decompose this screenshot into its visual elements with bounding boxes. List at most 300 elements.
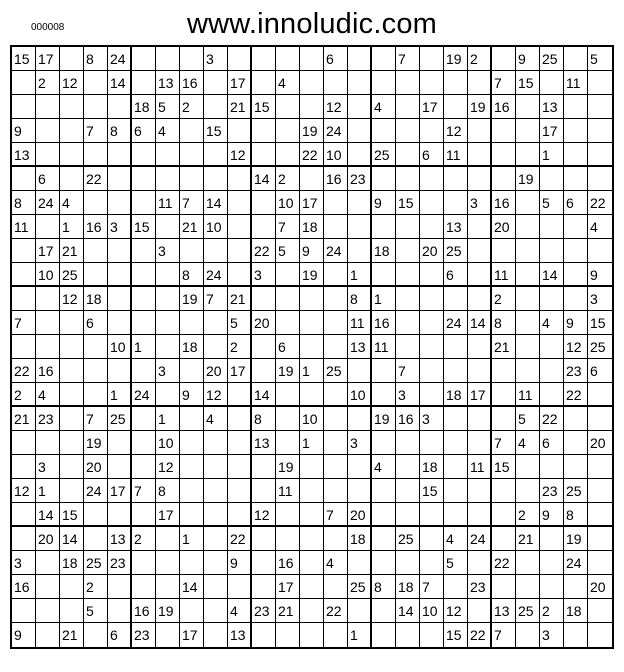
grid-cell[interactable] (540, 71, 564, 95)
grid-cell[interactable] (348, 551, 372, 575)
grid-cell[interactable] (444, 503, 468, 527)
grid-cell[interactable] (396, 311, 420, 335)
grid-cell[interactable] (36, 431, 60, 455)
grid-cell[interactable] (324, 191, 348, 215)
grid-cell[interactable] (204, 335, 228, 359)
grid-cell[interactable] (60, 143, 84, 167)
grid-cell[interactable] (204, 167, 228, 191)
grid-cell[interactable] (12, 335, 36, 359)
grid-cell[interactable] (300, 479, 324, 503)
grid-cell[interactable] (444, 191, 468, 215)
grid-cell[interactable] (156, 263, 180, 287)
grid-cell[interactable] (324, 263, 348, 287)
grid-cell[interactable] (108, 239, 132, 263)
grid-cell[interactable] (468, 335, 492, 359)
grid-cell[interactable] (420, 527, 444, 551)
grid-cell[interactable] (252, 143, 276, 167)
grid-cell[interactable] (564, 119, 588, 143)
grid-cell[interactable] (516, 551, 540, 575)
grid-cell[interactable] (132, 551, 156, 575)
grid-cell[interactable] (540, 527, 564, 551)
grid-cell[interactable] (324, 527, 348, 551)
grid-cell[interactable] (588, 551, 612, 575)
grid-cell[interactable] (156, 47, 180, 71)
grid-cell[interactable] (84, 335, 108, 359)
grid-cell[interactable] (588, 167, 612, 191)
grid-cell[interactable] (60, 119, 84, 143)
grid-cell[interactable] (588, 599, 612, 623)
grid-cell[interactable] (60, 95, 84, 119)
grid-cell[interactable] (84, 503, 108, 527)
grid-cell[interactable] (180, 143, 204, 167)
grid-cell[interactable] (564, 143, 588, 167)
grid-cell[interactable] (300, 47, 324, 71)
grid-cell[interactable] (396, 95, 420, 119)
grid-cell[interactable] (396, 431, 420, 455)
grid-cell[interactable] (228, 167, 252, 191)
grid-cell[interactable] (564, 263, 588, 287)
grid-cell[interactable] (444, 455, 468, 479)
grid-cell[interactable] (60, 167, 84, 191)
grid-cell[interactable] (300, 551, 324, 575)
grid-cell[interactable] (228, 47, 252, 71)
grid-cell[interactable] (540, 455, 564, 479)
grid-cell[interactable] (300, 311, 324, 335)
grid-cell[interactable] (372, 119, 396, 143)
grid-cell[interactable] (12, 95, 36, 119)
grid-cell[interactable] (156, 167, 180, 191)
grid-cell[interactable] (252, 287, 276, 311)
grid-cell[interactable] (204, 311, 228, 335)
grid-cell[interactable] (564, 287, 588, 311)
grid-cell[interactable] (372, 479, 396, 503)
grid-cell[interactable] (324, 215, 348, 239)
grid-cell[interactable] (564, 575, 588, 599)
grid-cell[interactable] (516, 623, 540, 647)
grid-cell[interactable] (132, 167, 156, 191)
grid-cell[interactable] (108, 359, 132, 383)
grid-cell[interactable] (516, 191, 540, 215)
grid-cell[interactable] (108, 575, 132, 599)
grid-cell[interactable] (12, 263, 36, 287)
grid-cell[interactable] (372, 431, 396, 455)
grid-cell[interactable] (180, 503, 204, 527)
grid-cell[interactable] (492, 479, 516, 503)
grid-cell[interactable] (588, 479, 612, 503)
grid-cell[interactable] (516, 359, 540, 383)
grid-cell[interactable] (12, 287, 36, 311)
grid-cell[interactable] (84, 191, 108, 215)
grid-cell[interactable] (276, 119, 300, 143)
grid-cell[interactable] (420, 167, 444, 191)
grid-cell[interactable] (516, 143, 540, 167)
grid-cell[interactable] (540, 383, 564, 407)
grid-cell[interactable] (396, 167, 420, 191)
grid-cell[interactable] (276, 143, 300, 167)
grid-cell[interactable] (204, 599, 228, 623)
grid-cell[interactable] (108, 431, 132, 455)
grid-cell[interactable] (228, 575, 252, 599)
grid-cell[interactable] (372, 623, 396, 647)
grid-cell[interactable] (276, 311, 300, 335)
grid-cell[interactable] (204, 551, 228, 575)
grid-cell[interactable] (348, 215, 372, 239)
grid-cell[interactable] (516, 479, 540, 503)
grid-cell[interactable] (324, 479, 348, 503)
grid-cell[interactable] (468, 407, 492, 431)
grid-cell[interactable] (468, 239, 492, 263)
grid-cell[interactable] (12, 599, 36, 623)
grid-cell[interactable] (444, 335, 468, 359)
grid-cell[interactable] (252, 71, 276, 95)
grid-cell[interactable] (252, 479, 276, 503)
grid-cell[interactable] (540, 167, 564, 191)
grid-cell[interactable] (468, 263, 492, 287)
grid-cell[interactable] (60, 407, 84, 431)
grid-cell[interactable] (12, 527, 36, 551)
grid-cell[interactable] (420, 551, 444, 575)
grid-cell[interactable] (60, 479, 84, 503)
grid-cell[interactable] (516, 311, 540, 335)
grid-cell[interactable] (276, 47, 300, 71)
grid-cell[interactable] (516, 455, 540, 479)
grid-cell[interactable] (108, 455, 132, 479)
grid-cell[interactable] (204, 143, 228, 167)
grid-cell[interactable] (204, 431, 228, 455)
grid-cell[interactable] (276, 263, 300, 287)
grid-cell[interactable] (84, 71, 108, 95)
grid-cell[interactable] (516, 335, 540, 359)
grid-cell[interactable] (108, 95, 132, 119)
grid-cell[interactable] (420, 335, 444, 359)
grid-cell[interactable] (252, 47, 276, 71)
grid-cell[interactable] (396, 239, 420, 263)
grid-cell[interactable] (540, 335, 564, 359)
grid-cell[interactable] (492, 527, 516, 551)
grid-cell[interactable] (156, 575, 180, 599)
grid-cell[interactable] (516, 119, 540, 143)
grid-cell[interactable] (60, 599, 84, 623)
grid-cell[interactable] (204, 455, 228, 479)
grid-cell[interactable] (180, 551, 204, 575)
grid-cell[interactable] (204, 623, 228, 647)
grid-cell[interactable] (492, 119, 516, 143)
grid-cell[interactable] (348, 359, 372, 383)
grid-cell[interactable] (516, 239, 540, 263)
grid-cell[interactable] (540, 239, 564, 263)
grid-cell[interactable] (396, 287, 420, 311)
grid-cell[interactable] (564, 167, 588, 191)
grid-cell[interactable] (516, 575, 540, 599)
grid-cell[interactable] (228, 407, 252, 431)
grid-cell[interactable] (444, 359, 468, 383)
grid-cell[interactable] (420, 383, 444, 407)
grid-cell[interactable] (180, 359, 204, 383)
grid-cell[interactable] (228, 191, 252, 215)
grid-cell[interactable] (156, 383, 180, 407)
grid-cell[interactable] (132, 71, 156, 95)
grid-cell[interactable] (348, 191, 372, 215)
grid-cell[interactable] (84, 143, 108, 167)
grid-cell[interactable] (132, 287, 156, 311)
grid-cell[interactable] (60, 431, 84, 455)
grid-cell[interactable] (204, 95, 228, 119)
grid-cell[interactable] (180, 431, 204, 455)
grid-cell[interactable] (348, 407, 372, 431)
grid-cell[interactable] (252, 119, 276, 143)
grid-cell[interactable] (540, 215, 564, 239)
grid-cell[interactable] (588, 119, 612, 143)
grid-cell[interactable] (228, 383, 252, 407)
grid-cell[interactable] (156, 311, 180, 335)
grid-cell[interactable] (492, 47, 516, 71)
grid-cell[interactable] (12, 239, 36, 263)
grid-cell[interactable] (420, 119, 444, 143)
grid-cell[interactable] (84, 527, 108, 551)
grid-cell[interactable] (132, 407, 156, 431)
grid-cell[interactable] (252, 623, 276, 647)
grid-cell[interactable] (300, 575, 324, 599)
grid-cell[interactable] (348, 95, 372, 119)
grid-cell[interactable] (36, 599, 60, 623)
grid-cell[interactable] (396, 551, 420, 575)
grid-cell[interactable] (228, 503, 252, 527)
grid-cell[interactable] (108, 503, 132, 527)
grid-cell[interactable] (36, 215, 60, 239)
grid-cell[interactable] (108, 167, 132, 191)
grid-cell[interactable] (492, 143, 516, 167)
grid-cell[interactable] (36, 119, 60, 143)
grid-cell[interactable] (372, 167, 396, 191)
grid-cell[interactable] (492, 575, 516, 599)
grid-cell[interactable] (60, 455, 84, 479)
grid-cell[interactable] (372, 551, 396, 575)
grid-cell[interactable] (492, 359, 516, 383)
grid-cell[interactable] (468, 215, 492, 239)
grid-cell[interactable] (156, 623, 180, 647)
grid-cell[interactable] (60, 359, 84, 383)
grid-cell[interactable] (348, 455, 372, 479)
grid-cell[interactable] (276, 95, 300, 119)
grid-cell[interactable] (84, 623, 108, 647)
grid-cell[interactable] (588, 455, 612, 479)
grid-cell[interactable] (204, 575, 228, 599)
grid-cell[interactable] (60, 311, 84, 335)
grid-cell[interactable] (492, 239, 516, 263)
grid-cell[interactable] (300, 455, 324, 479)
grid-cell[interactable] (156, 551, 180, 575)
grid-cell[interactable] (300, 623, 324, 647)
grid-cell[interactable] (420, 263, 444, 287)
grid-cell[interactable] (588, 95, 612, 119)
grid-cell[interactable] (420, 215, 444, 239)
grid-cell[interactable] (180, 47, 204, 71)
grid-cell[interactable] (228, 239, 252, 263)
grid-cell[interactable] (276, 407, 300, 431)
grid-cell[interactable] (444, 431, 468, 455)
grid-cell[interactable] (420, 191, 444, 215)
grid-cell[interactable] (564, 215, 588, 239)
grid-cell[interactable] (348, 71, 372, 95)
grid-cell[interactable] (180, 455, 204, 479)
grid-cell[interactable] (420, 359, 444, 383)
grid-cell[interactable] (324, 311, 348, 335)
grid-cell[interactable] (12, 71, 36, 95)
grid-cell[interactable] (276, 431, 300, 455)
grid-cell[interactable] (180, 479, 204, 503)
grid-cell[interactable] (252, 551, 276, 575)
grid-cell[interactable] (300, 287, 324, 311)
grid-cell[interactable] (156, 527, 180, 551)
grid-cell[interactable] (372, 359, 396, 383)
grid-cell[interactable] (588, 143, 612, 167)
grid-cell[interactable] (348, 239, 372, 263)
grid-cell[interactable] (588, 71, 612, 95)
grid-cell[interactable] (228, 263, 252, 287)
grid-cell[interactable] (588, 623, 612, 647)
grid-cell[interactable] (84, 263, 108, 287)
grid-cell[interactable] (36, 143, 60, 167)
grid-cell[interactable] (84, 383, 108, 407)
grid-cell[interactable] (276, 623, 300, 647)
grid-cell[interactable] (468, 119, 492, 143)
grid-cell[interactable] (108, 191, 132, 215)
grid-cell[interactable] (516, 263, 540, 287)
grid-cell[interactable] (564, 47, 588, 71)
grid-cell[interactable] (444, 287, 468, 311)
grid-cell[interactable] (420, 431, 444, 455)
grid-cell[interactable] (468, 287, 492, 311)
grid-cell[interactable] (564, 431, 588, 455)
grid-cell[interactable] (372, 503, 396, 527)
grid-cell[interactable] (228, 215, 252, 239)
grid-cell[interactable] (468, 431, 492, 455)
grid-cell[interactable] (492, 503, 516, 527)
grid-cell[interactable] (444, 95, 468, 119)
grid-cell[interactable] (204, 239, 228, 263)
grid-cell[interactable] (60, 575, 84, 599)
grid-cell[interactable] (516, 95, 540, 119)
grid-cell[interactable] (564, 95, 588, 119)
grid-cell[interactable] (156, 287, 180, 311)
grid-cell[interactable] (444, 407, 468, 431)
grid-cell[interactable] (540, 575, 564, 599)
grid-cell[interactable] (300, 95, 324, 119)
grid-cell[interactable] (468, 599, 492, 623)
grid-cell[interactable] (60, 383, 84, 407)
grid-cell[interactable] (180, 119, 204, 143)
grid-cell[interactable] (36, 311, 60, 335)
grid-cell[interactable] (492, 407, 516, 431)
grid-cell[interactable] (108, 287, 132, 311)
grid-cell[interactable] (324, 335, 348, 359)
grid-cell[interactable] (468, 551, 492, 575)
grid-cell[interactable] (324, 383, 348, 407)
grid-cell[interactable] (276, 503, 300, 527)
grid-cell[interactable] (564, 623, 588, 647)
grid-cell[interactable] (180, 167, 204, 191)
grid-cell[interactable] (228, 119, 252, 143)
grid-cell[interactable] (300, 335, 324, 359)
grid-cell[interactable] (228, 479, 252, 503)
grid-cell[interactable] (420, 71, 444, 95)
grid-cell[interactable] (12, 503, 36, 527)
grid-cell[interactable] (300, 527, 324, 551)
grid-cell[interactable] (468, 359, 492, 383)
grid-cell[interactable] (564, 407, 588, 431)
grid-cell[interactable] (420, 311, 444, 335)
grid-cell[interactable] (108, 599, 132, 623)
grid-cell[interactable] (180, 239, 204, 263)
grid-cell[interactable] (420, 503, 444, 527)
grid-cell[interactable] (156, 215, 180, 239)
grid-cell[interactable] (180, 407, 204, 431)
grid-cell[interactable] (372, 47, 396, 71)
grid-cell[interactable] (588, 527, 612, 551)
grid-cell[interactable] (252, 215, 276, 239)
grid-cell[interactable] (324, 455, 348, 479)
grid-cell[interactable] (588, 383, 612, 407)
grid-cell[interactable] (516, 215, 540, 239)
grid-cell[interactable] (588, 407, 612, 431)
grid-cell[interactable] (132, 191, 156, 215)
grid-cell[interactable] (540, 551, 564, 575)
grid-cell[interactable] (396, 215, 420, 239)
grid-cell[interactable] (468, 479, 492, 503)
grid-cell[interactable] (348, 47, 372, 71)
grid-cell[interactable] (300, 167, 324, 191)
grid-cell[interactable] (372, 383, 396, 407)
grid-cell[interactable] (108, 143, 132, 167)
grid-cell[interactable] (396, 479, 420, 503)
grid-cell[interactable] (12, 455, 36, 479)
grid-cell[interactable] (84, 239, 108, 263)
grid-cell[interactable] (420, 47, 444, 71)
grid-cell[interactable] (132, 359, 156, 383)
grid-cell[interactable] (60, 47, 84, 71)
grid-cell[interactable] (492, 167, 516, 191)
grid-cell[interactable] (348, 479, 372, 503)
grid-cell[interactable] (252, 455, 276, 479)
grid-cell[interactable] (156, 143, 180, 167)
grid-cell[interactable] (396, 71, 420, 95)
grid-cell[interactable] (132, 431, 156, 455)
grid-cell[interactable] (180, 311, 204, 335)
grid-cell[interactable] (324, 575, 348, 599)
grid-cell[interactable] (324, 71, 348, 95)
grid-cell[interactable] (36, 551, 60, 575)
grid-cell[interactable] (348, 143, 372, 167)
grid-cell[interactable] (252, 335, 276, 359)
grid-cell[interactable] (132, 143, 156, 167)
grid-cell[interactable] (396, 263, 420, 287)
grid-cell[interactable] (60, 335, 84, 359)
grid-cell[interactable] (132, 263, 156, 287)
grid-cell[interactable] (468, 143, 492, 167)
grid-cell[interactable] (420, 623, 444, 647)
grid-cell[interactable] (276, 383, 300, 407)
grid-cell[interactable] (396, 143, 420, 167)
grid-cell[interactable] (180, 599, 204, 623)
grid-cell[interactable] (252, 527, 276, 551)
grid-cell[interactable] (252, 359, 276, 383)
grid-cell[interactable] (468, 503, 492, 527)
grid-cell[interactable] (492, 383, 516, 407)
grid-cell[interactable] (300, 383, 324, 407)
grid-cell[interactable] (444, 71, 468, 95)
grid-cell[interactable] (108, 311, 132, 335)
grid-cell[interactable] (588, 503, 612, 527)
